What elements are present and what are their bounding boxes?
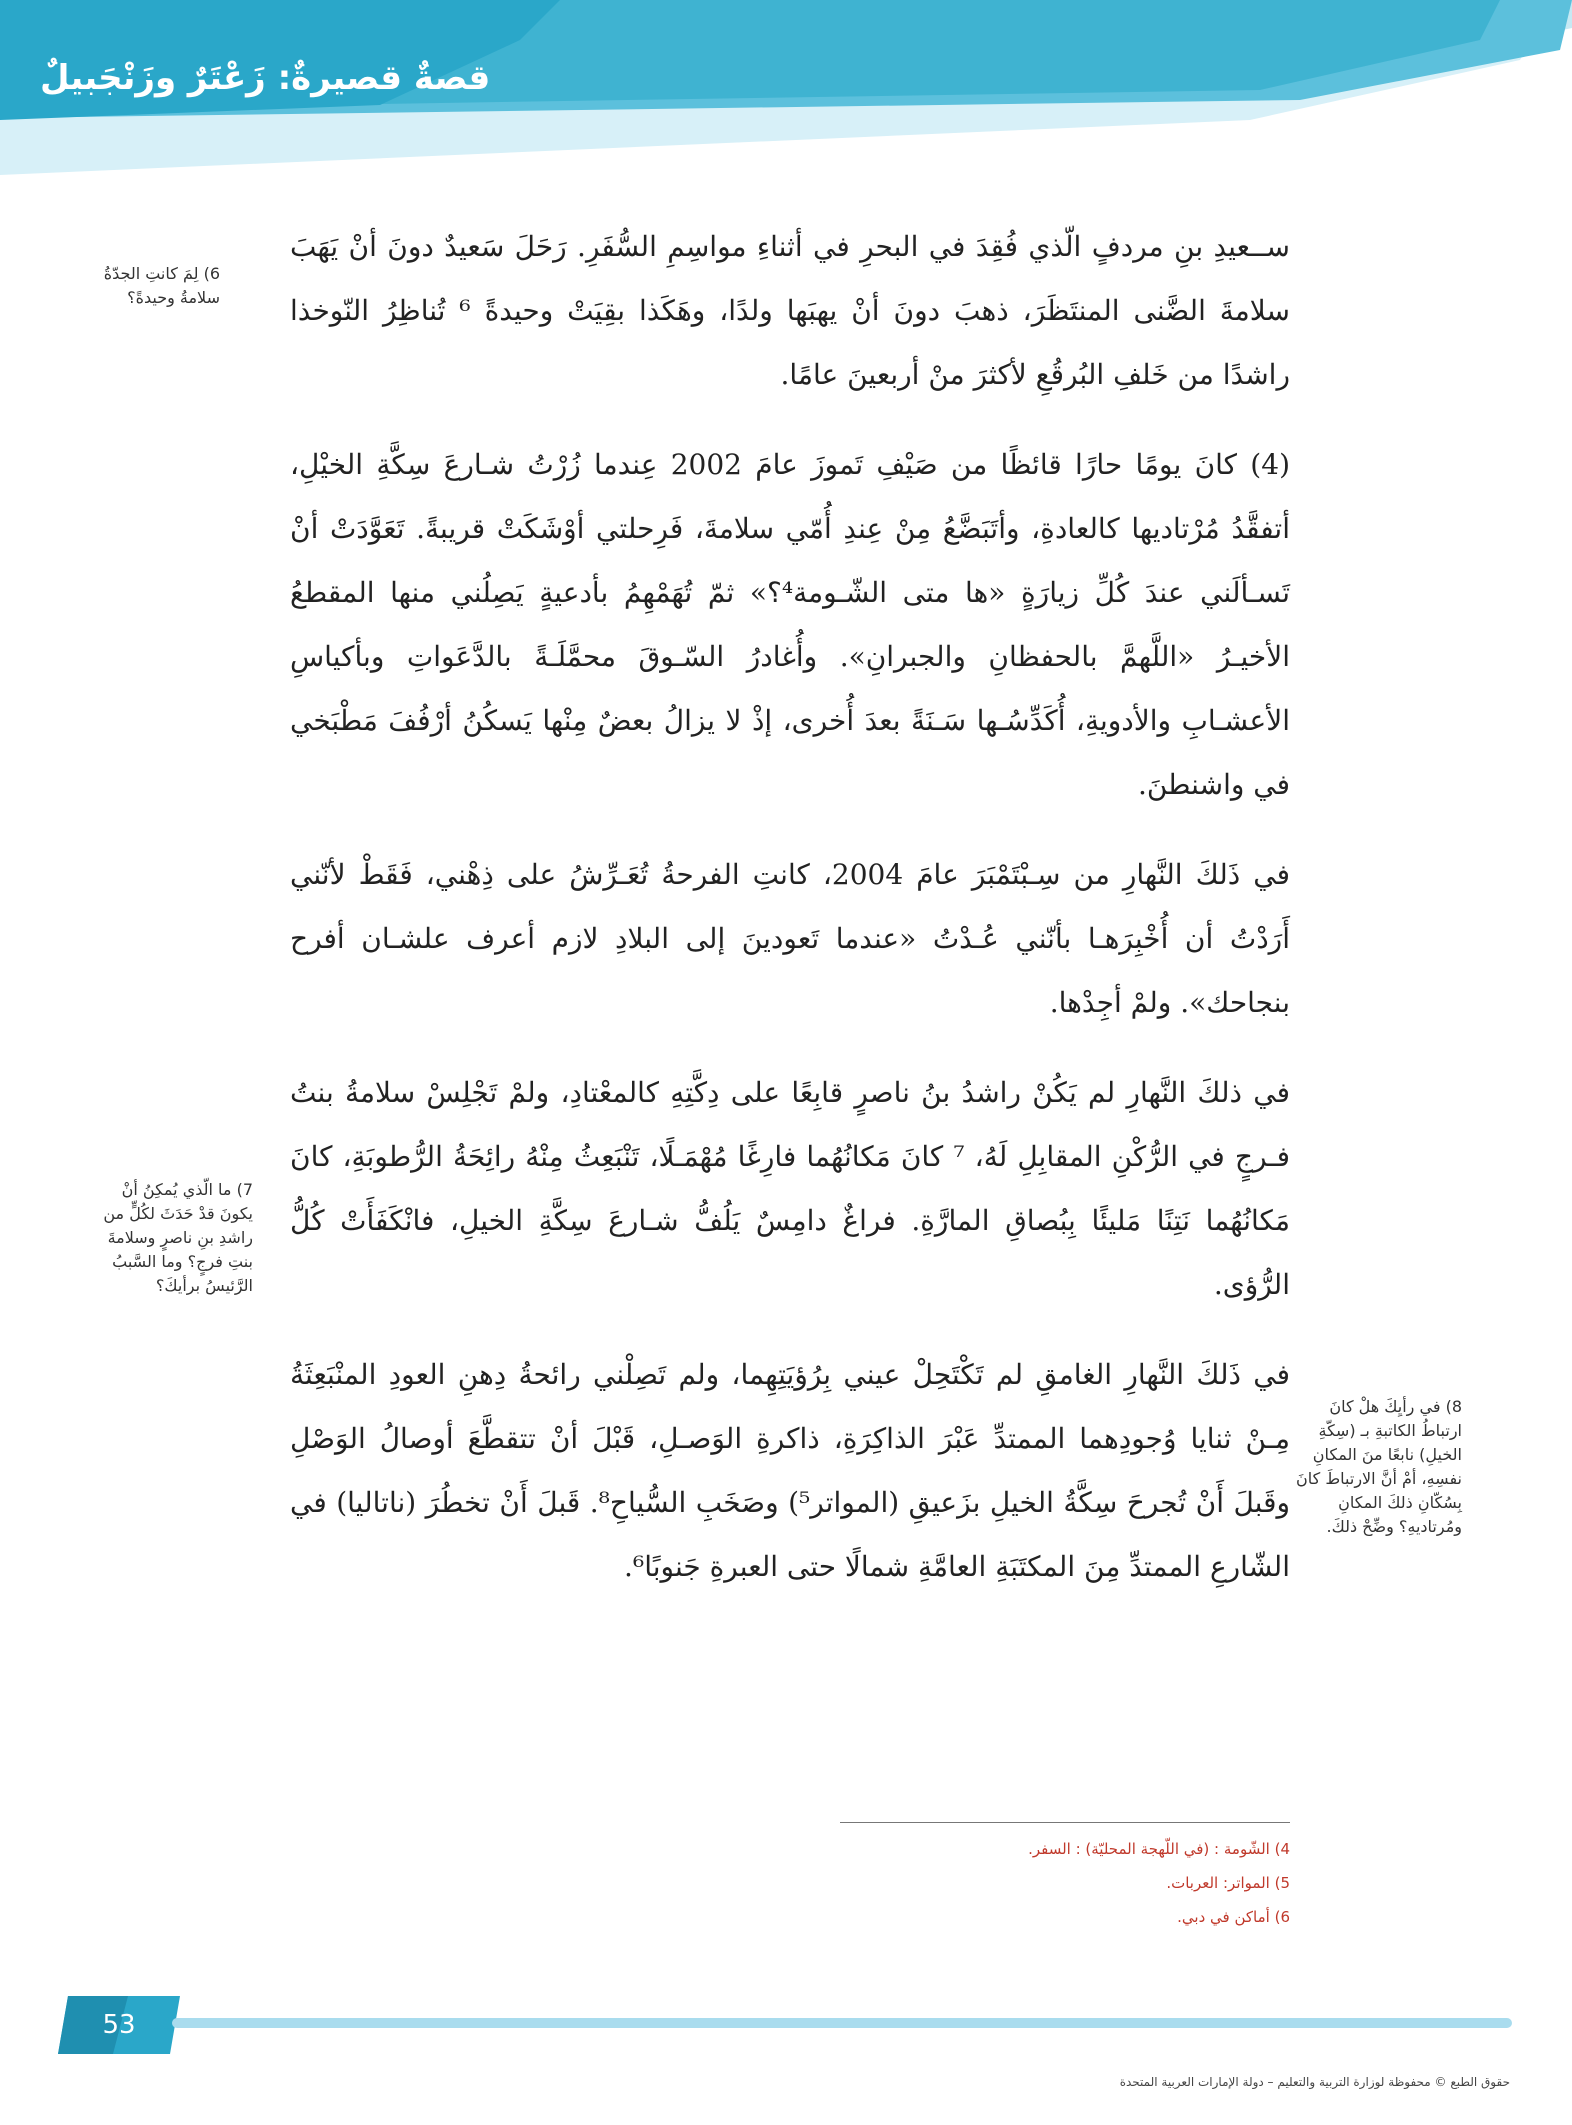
header-banner <box>0 0 1572 200</box>
header-stripes-graphic <box>0 0 1572 200</box>
side-question-6: 6) لِمَ كانتِ الجدّةُ سلامةُ وحيدةً؟ <box>103 264 220 307</box>
footnote-divider <box>840 1822 1290 1823</box>
story-paragraph: (4) كانَ يومًا حارًا قائظًا من صَيْفِ تَموزَ عامَ 2002 عِندما زُرْتُ شـارعَ سِكَّةِ الخيْلِ، أتفقَّدُ مُرْتاديها كالعادةِ، وأتَبَضَّعُ مِنْ عِندِ أُمّي سلامةَ، فَرِحلتي أوْشَكَتْ قريبةً. تَعَوَّدَتْ أنْ تَسـألَني عندَ كُلِّ زيارَةٍ «ها متى الشّـومة⁴؟» ثمّ تُهَمْهِمُ بأدعيةٍ يَصِلُني منها المقطعُ الأخيـرُ «اللَّهمَّ بالحفظانِ والجبرانِ». وأُغادرُ السّـوقَ محمَّلَـةً بالدَّعَواتِ وبأكياسِ الأعشـابِ والأدويةِ، أُكَدِّسُـها سَـنَةً بعدَ أُخرى، إذْ لا يزالُ بعضٌ مِنْها يَسكُنُ أرْفُفَ مَطْبَخي في واشنطنَ. <box>290 448 1290 801</box>
section-title: قصةٌ قصيرةٌ: زَعْتَرٌ وزَنْجَبيلٌ <box>40 58 491 98</box>
story-paragraph: في ذَلكَ النَّهارِ من سِـبْتَمْبَرَ عامَ 2004، كانتِ الفرحةُ تُعَـرِّشُ على ذِهْني، فَقَطْ لأنّني أَرَدْتُ أن أُخْبِرَهـا بأنّني عُـدْتُ «عندما تَعودينَ إلى البلادِ لازم أعرف علشـان أفرح بنجاحك». ولمْ أجِدْها. <box>290 858 1290 1019</box>
story-body <box>290 215 1290 1625</box>
page-number: 53 <box>102 2010 136 2040</box>
copyright-notice: حقوق الطبع © محفوظة لوزارة التربية والتعليم – دولة الإمارات العربية المتحدة <box>1119 2075 1510 2089</box>
footer-bar <box>172 2018 1512 2028</box>
story-paragraph: ســعيدِ بنِ مردفٍ الّذي فُقِدَ في البحرِ في أثناءِ مواسِمِ السُّفَرِ. رَحَلَ سَعيدٌ دونَ أنْ يَهَبَ سلامةَ الضَّنى المنتَظَرَ، ذهبَ دونَ أنْ يهبَها ولدًا، وهَكَذا بقِيَتْ وحيدةً ⁶ تُناظِرُ النّوخذا راشدًا من خَلفِ البُرقُعِ لأكثرَ منْ أربعينَ عامًا. <box>290 230 1290 391</box>
footnotes <box>840 1832 1290 1934</box>
footnote-item: 4) الشّومة : (في اللّهجة المحليّة) : السفر. <box>1028 1840 1290 1858</box>
side-question-8: 8) في رأيِكَ هلْ كانَ ارتباطُ الكاتبةِ بـ (سِكّةِ الخيلِ) نابعًا منَ المكانِ نفسِهِ، أمْ أنَّ الارتباطَ كانَ بِسُكّانِ ذلكَ المكانِ ومُرتاديهِ؟ وضِّحْ ذلكَ. <box>1296 1397 1462 1536</box>
story-paragraph: في ذَلكَ النَّهارِ الغامقِ لم تَكْتَحِلْ عيني بِرُؤيَتِهِما، ولم تَصِلْني رائحةُ دِهنِ العودِ المنْبَعِثَةُ مِـنْ ثنايا وُجودِهما الممتدِّ عَبْرَ الذاكِرَةِ، ذاكرةِ الوَصـلِ، قَبْلَ أنْ تتقطَّعَ أوصالُ الوَصْلِ وقَبلَ أَنْ تُجرحَ سِكَّةُ الخيلِ بزَعيقِ (المواتر⁵) وصَخَبِ السُّياحِ⁸. قَبلَ أَنْ تخطُرَ (ناتاليا) في الشّارعِ الممتدِّ مِنَ المكتَبَةِ العامَّةِ شمالًا حتى العبرةِ جَنوبًا⁶. <box>290 1358 1291 1583</box>
story-paragraph: في ذلكَ النَّهارِ لم يَكُنْ راشدُ بنُ ناصرٍ قابِعًا على دِكَّتِهِ كالمعْتادِ، ولمْ تَجْلِسْ سلامةُ بنتُ فـرجٍ في الرُّكْنِ المقابِلِ لَهُ، ⁷ كانَ مَكانُهُما فارِغًا مُهْمَـلًا، تَنْبَعِثُ مِنْهُ رائِحَةُ الرُّطوبَةِ، كانَ مَكانُهُما نَتِنًا مَليئًا بِبُصاقِ المارَّةِ. فراغٌ دامِسٌ يَلُفُّ شـارعَ سِكَّةِ الخيلِ، فانْكَفَأَتْ كُلُّ الرُّؤى. <box>290 1076 1290 1301</box>
footnote-item: 5) المواتر: العربات. <box>1166 1874 1290 1892</box>
footnote-item: 6) أماكن في دبي. <box>1177 1908 1290 1926</box>
side-question-7: 7) ما الّذي يُمكِنُ أنْ يكونَ قدْ حَدَثَ لكُلٍّ من راشدِ بنِ ناصرٍ وسلامةَ بنتِ فرجٍ؟ وما السَّببُ الرَّئيسُ برأيكَ؟ <box>103 1180 253 1295</box>
